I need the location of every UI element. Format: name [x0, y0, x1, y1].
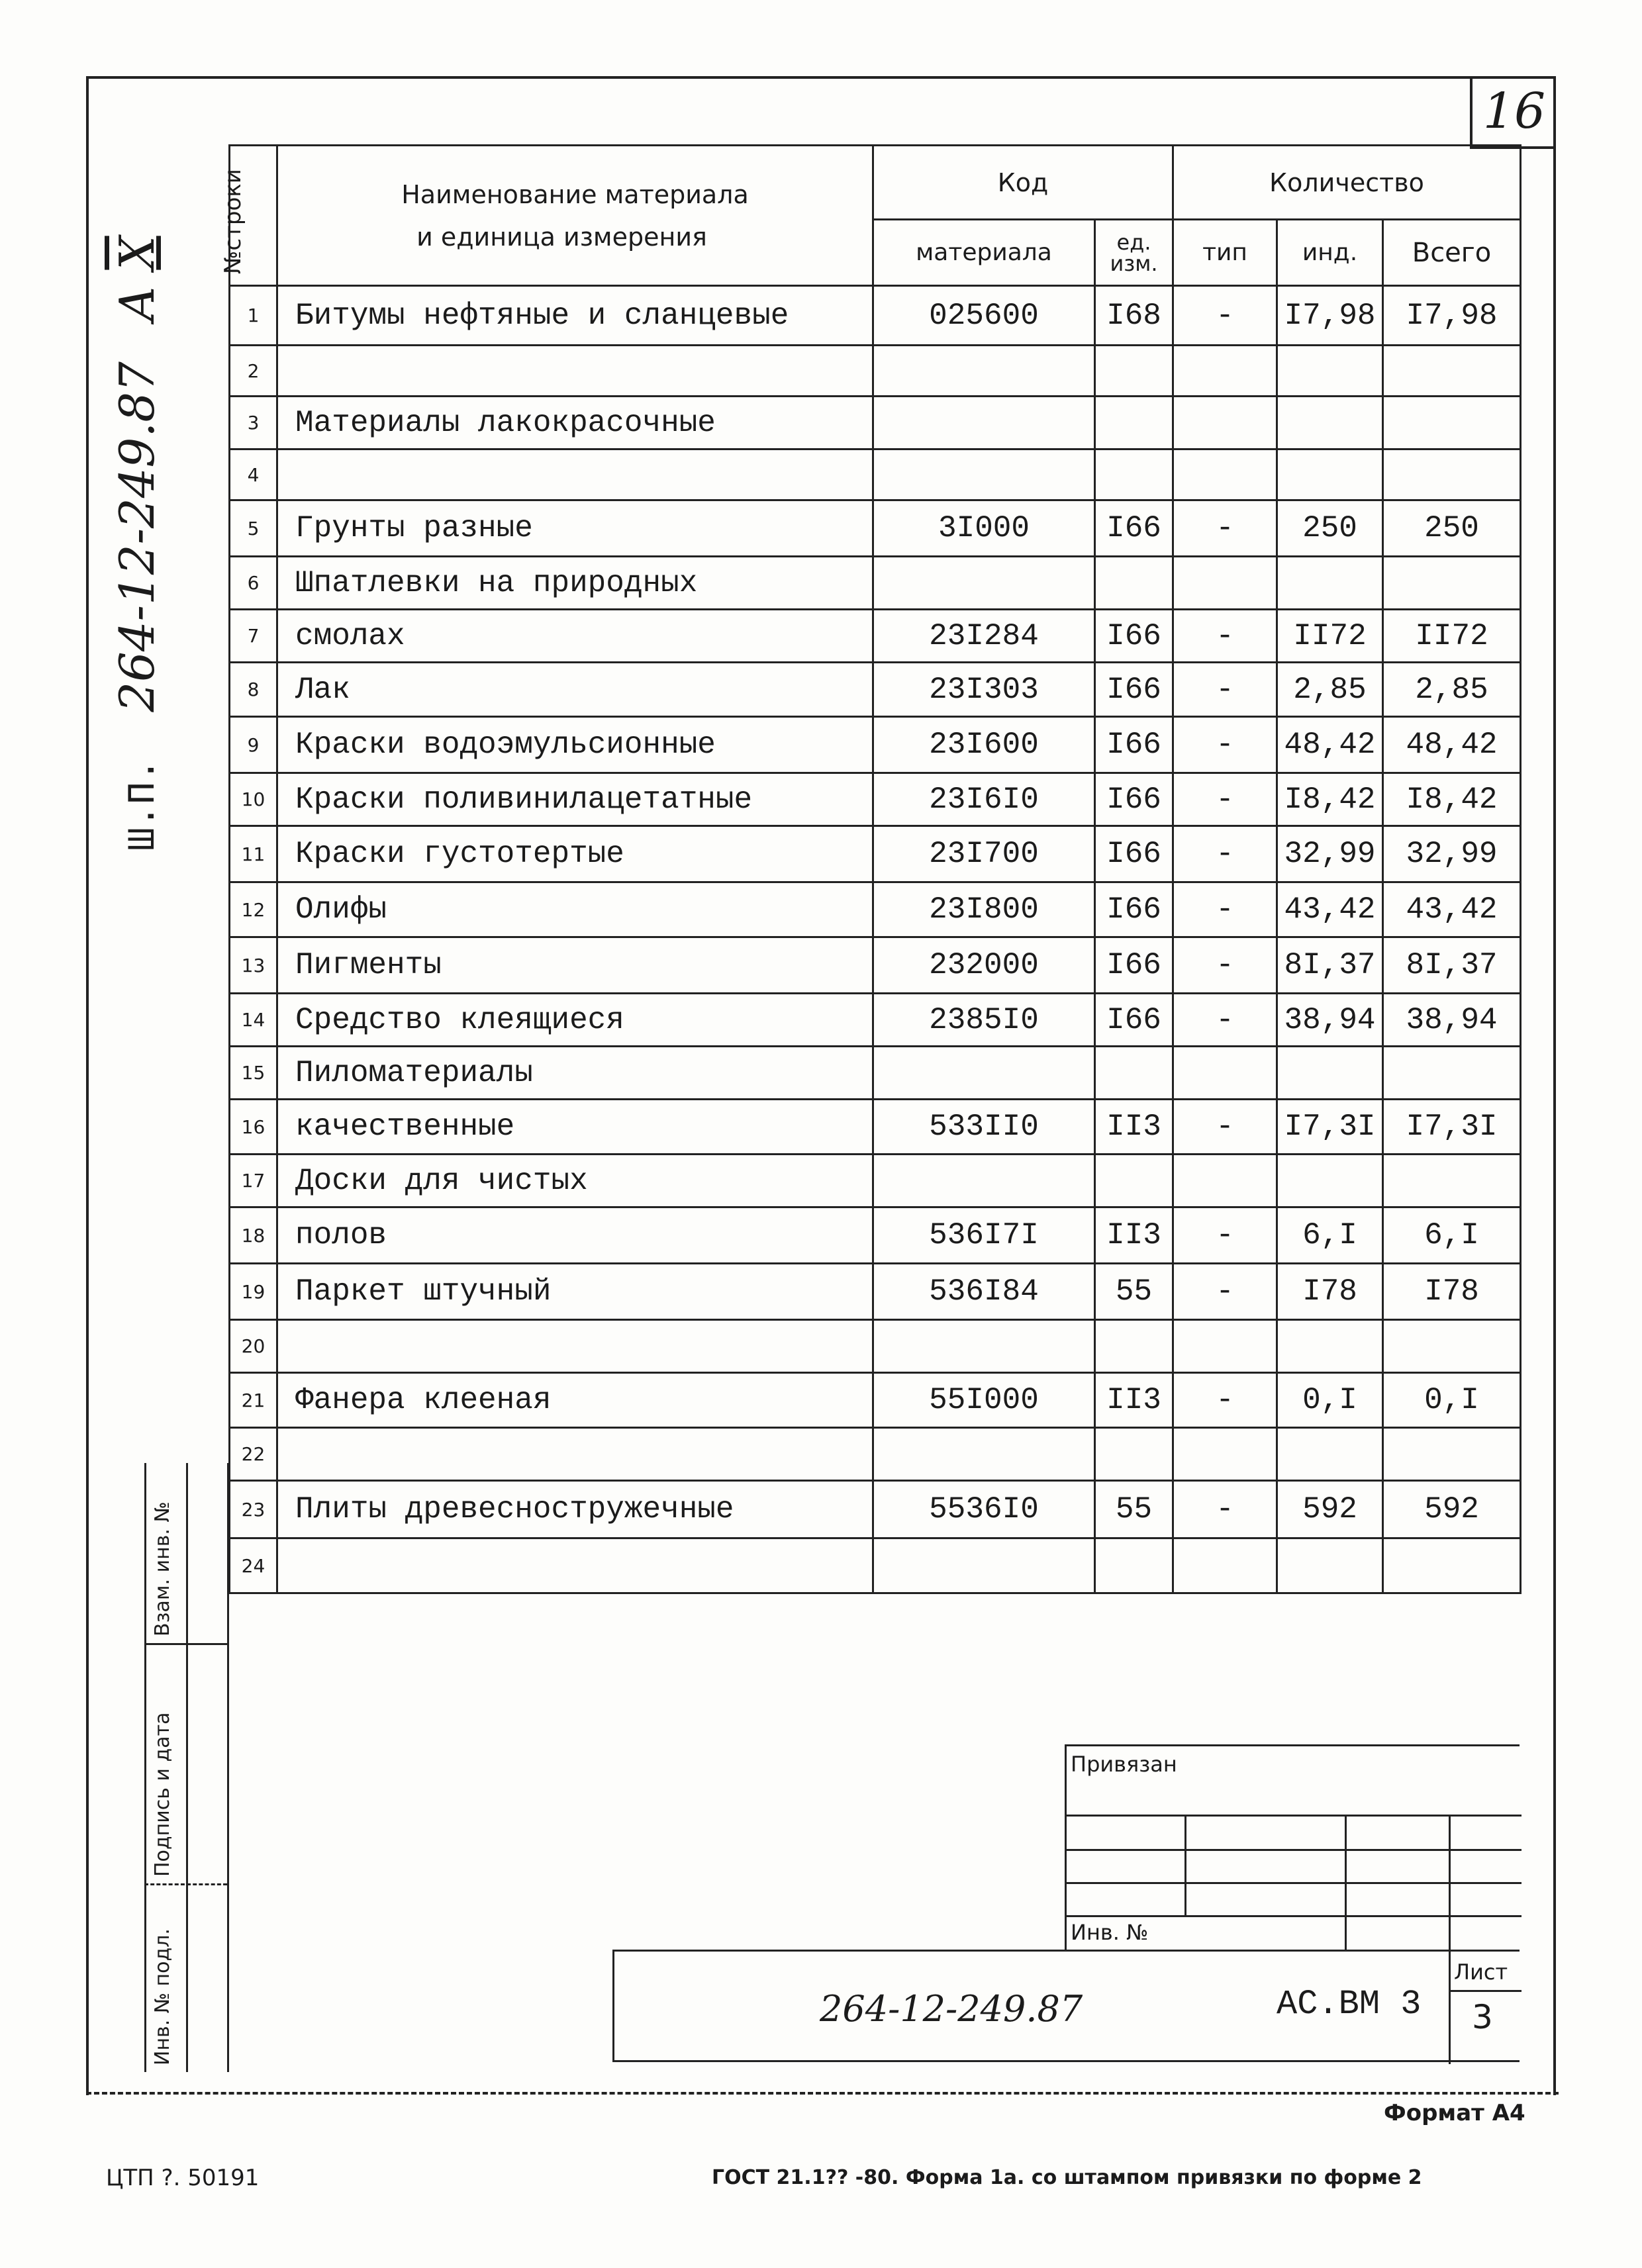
- qty-total: 6,I: [1383, 1207, 1521, 1264]
- qty-total: 2,85: [1383, 663, 1521, 717]
- table-row: [230, 1264, 1521, 1320]
- qty-total: [1383, 1428, 1521, 1481]
- material-code: 536I84: [873, 1264, 1095, 1320]
- material-name: [277, 346, 873, 397]
- side-prefix: Ш.П.: [122, 758, 166, 851]
- qty-ind: 592: [1277, 1481, 1383, 1538]
- qty-ind: 48,42: [1277, 717, 1383, 773]
- table-row: [230, 500, 1521, 557]
- row-number: 1: [230, 286, 277, 346]
- side-code: 264-12-249.87: [109, 361, 165, 712]
- qty-type: -: [1173, 1481, 1277, 1538]
- frame-bottom-line: [86, 2092, 1559, 2095]
- table-row: [230, 449, 1521, 500]
- material-name: Битумы нефтяные и сланцевые: [277, 286, 873, 346]
- table-row: [230, 937, 1521, 994]
- material-code: [873, 397, 1095, 449]
- table-row: [230, 1047, 1521, 1100]
- row-number: 16: [230, 1100, 277, 1155]
- material-name: Доски для чистых: [277, 1155, 873, 1207]
- header-qty-type: тип: [1173, 220, 1277, 286]
- title-doc-code: 264-12-249.87: [820, 1988, 1083, 2030]
- header-code: Код: [873, 146, 1173, 220]
- row-number: 23: [230, 1481, 277, 1538]
- material-code: [873, 449, 1095, 500]
- table-row: [230, 826, 1521, 882]
- title-sheet-value: 3: [1472, 1998, 1493, 2036]
- qty-type: -: [1173, 1264, 1277, 1320]
- material-code: [873, 1320, 1095, 1373]
- qty-ind: II72: [1277, 610, 1383, 663]
- qty-type: -: [1173, 773, 1277, 826]
- qty-type: [1173, 1320, 1277, 1373]
- qty-total: [1383, 1320, 1521, 1373]
- qty-ind: 0,I: [1277, 1373, 1383, 1428]
- row-number: 14: [230, 994, 277, 1047]
- material-name: [277, 1428, 873, 1481]
- qty-ind: [1277, 1538, 1383, 1593]
- unit-code: I66: [1095, 773, 1173, 826]
- qty-type: -: [1173, 500, 1277, 557]
- unit-code: I68: [1095, 286, 1173, 346]
- unit-code: [1095, 1428, 1173, 1481]
- unit-code: II3: [1095, 1100, 1173, 1155]
- table-row: [230, 1373, 1521, 1428]
- qty-type: -: [1173, 994, 1277, 1047]
- material-name: [277, 1320, 873, 1373]
- unit-code: [1095, 1538, 1173, 1593]
- side-roman: Х: [109, 236, 165, 270]
- qty-type: -: [1173, 937, 1277, 994]
- unit-code: I66: [1095, 826, 1173, 882]
- table-row: [230, 994, 1521, 1047]
- qty-ind: I78: [1277, 1264, 1383, 1320]
- material-name: Плиты древесностружечные: [277, 1481, 873, 1538]
- header-qty-ind: инд.: [1277, 220, 1383, 286]
- material-code: [873, 557, 1095, 610]
- qty-ind: 43,42: [1277, 882, 1383, 937]
- qty-type: -: [1173, 286, 1277, 346]
- qty-total: [1383, 1538, 1521, 1593]
- material-name: Краски густотертые: [277, 826, 873, 882]
- material-code: [873, 1538, 1095, 1593]
- qty-total: [1383, 449, 1521, 500]
- material-name: Материалы лакокрасочные: [277, 397, 873, 449]
- row-number: 18: [230, 1207, 277, 1264]
- row-number: 11: [230, 826, 277, 882]
- unit-code: 55: [1095, 1481, 1173, 1538]
- unit-code: [1095, 1155, 1173, 1207]
- header-row-number: №строки: [230, 146, 277, 286]
- material-name: качественные: [277, 1100, 873, 1155]
- material-name: Краски водоэмульсионные: [277, 717, 873, 773]
- material-name: [277, 1538, 873, 1593]
- material-name: Грунты разные: [277, 500, 873, 557]
- qty-ind: 250: [1277, 500, 1383, 557]
- row-number: 15: [230, 1047, 277, 1100]
- material-code: [873, 1047, 1095, 1100]
- qty-total: 38,94: [1383, 994, 1521, 1047]
- table-row: [230, 1155, 1521, 1207]
- qty-total: II72: [1383, 610, 1521, 663]
- material-code: 55I000: [873, 1373, 1095, 1428]
- row-number: 12: [230, 882, 277, 937]
- material-code: 5536I0: [873, 1481, 1095, 1538]
- qty-type: -: [1173, 610, 1277, 663]
- material-code: 2385I0: [873, 994, 1095, 1047]
- qty-type: -: [1173, 663, 1277, 717]
- qty-total: 592: [1383, 1481, 1521, 1538]
- material-name: Лак: [277, 663, 873, 717]
- table-row: [230, 346, 1521, 397]
- unit-code: [1095, 1047, 1173, 1100]
- qty-ind: [1277, 449, 1383, 500]
- unit-code: [1095, 449, 1173, 500]
- qty-type: [1173, 1428, 1277, 1481]
- table-body: [230, 286, 1521, 1593]
- qty-type: -: [1173, 882, 1277, 937]
- footer-format: Формат А4: [1384, 2100, 1525, 2126]
- unit-code: I66: [1095, 717, 1173, 773]
- unit-code: I66: [1095, 663, 1173, 717]
- material-name: смолах: [277, 610, 873, 663]
- material-name: [277, 449, 873, 500]
- unit-code: I66: [1095, 994, 1173, 1047]
- table-row: [230, 1207, 1521, 1264]
- qty-total: [1383, 346, 1521, 397]
- qty-ind: [1277, 1155, 1383, 1207]
- qty-total: 32,99: [1383, 826, 1521, 882]
- material-code: 23I6I0: [873, 773, 1095, 826]
- qty-total: [1383, 557, 1521, 610]
- material-code: 23I303: [873, 663, 1095, 717]
- qty-type: [1173, 557, 1277, 610]
- qty-type: [1173, 1538, 1277, 1593]
- title-block: [612, 1950, 1520, 2062]
- title-sheet-label: Лист: [1454, 1960, 1508, 1985]
- row-number: 21: [230, 1373, 277, 1428]
- qty-total: I7,98: [1383, 286, 1521, 346]
- header-code-material: материала: [873, 220, 1095, 286]
- header-quantity: Количество: [1173, 146, 1521, 220]
- row-number: 8: [230, 663, 277, 717]
- table-row: [230, 397, 1521, 449]
- qty-type: -: [1173, 826, 1277, 882]
- qty-type: [1173, 397, 1277, 449]
- qty-type: -: [1173, 1100, 1277, 1155]
- qty-total: I78: [1383, 1264, 1521, 1320]
- unit-code: I66: [1095, 610, 1173, 663]
- row-number: 19: [230, 1264, 277, 1320]
- margin-inv-podl: Инв. № подл.: [151, 1928, 174, 2065]
- qty-total: [1383, 397, 1521, 449]
- material-name: Фанера клееная: [277, 1373, 873, 1428]
- binding-stamp: [1065, 1744, 1520, 1950]
- sheet-corner-number: 16: [1470, 76, 1556, 149]
- table-row: [230, 610, 1521, 663]
- qty-ind: [1277, 346, 1383, 397]
- material-code: 3I000: [873, 500, 1095, 557]
- qty-ind: 6,I: [1277, 1207, 1383, 1264]
- unit-code: [1095, 557, 1173, 610]
- margin-vzam-inv: Взам. инв. №: [151, 1501, 174, 1636]
- qty-ind: 38,94: [1277, 994, 1383, 1047]
- row-number: 13: [230, 937, 277, 994]
- material-name: полов: [277, 1207, 873, 1264]
- qty-ind: I8,42: [1277, 773, 1383, 826]
- unit-code: II3: [1095, 1373, 1173, 1428]
- row-number: 2: [230, 346, 277, 397]
- material-code: 232000: [873, 937, 1095, 994]
- material-code: 536I7I: [873, 1207, 1095, 1264]
- material-name: Краски поливинилацетатные: [277, 773, 873, 826]
- stamp-privyazan: Привязан: [1071, 1752, 1177, 1777]
- side-document-code: [109, 236, 166, 851]
- row-number: 22: [230, 1428, 277, 1481]
- material-name: Шпатлевки на природных: [277, 557, 873, 610]
- unit-code: [1095, 346, 1173, 397]
- table-row: [230, 882, 1521, 937]
- table-row: [230, 557, 1521, 610]
- qty-ind: 32,99: [1277, 826, 1383, 882]
- qty-ind: I7,3I: [1277, 1100, 1383, 1155]
- material-code: 533II0: [873, 1100, 1095, 1155]
- table-row: [230, 773, 1521, 826]
- material-code: [873, 1155, 1095, 1207]
- qty-ind: [1277, 557, 1383, 610]
- table-row: [230, 663, 1521, 717]
- qty-ind: [1277, 1428, 1383, 1481]
- row-number: 20: [230, 1320, 277, 1373]
- row-number: 6: [230, 557, 277, 610]
- qty-type: [1173, 1155, 1277, 1207]
- qty-ind: [1277, 1047, 1383, 1100]
- material-code: 23I284: [873, 610, 1095, 663]
- table-row: [230, 1320, 1521, 1373]
- unit-code: II3: [1095, 1207, 1173, 1264]
- row-number: 7: [230, 610, 277, 663]
- table-row: [230, 1428, 1521, 1481]
- unit-code: 55: [1095, 1264, 1173, 1320]
- footer-left-code: ЦТП ?. 50191: [106, 2165, 260, 2191]
- row-number: 10: [230, 773, 277, 826]
- qty-total: [1383, 1047, 1521, 1100]
- unit-code: I66: [1095, 937, 1173, 994]
- qty-ind: I7,98: [1277, 286, 1383, 346]
- material-name: Олифы: [277, 882, 873, 937]
- left-margin-boxes: [144, 1463, 229, 2072]
- qty-type: -: [1173, 1373, 1277, 1428]
- material-code: [873, 1428, 1095, 1481]
- table-row: [230, 286, 1521, 346]
- row-number: 17: [230, 1155, 277, 1207]
- unit-code: I66: [1095, 882, 1173, 937]
- material-name: Пигменты: [277, 937, 873, 994]
- qty-total: [1383, 1155, 1521, 1207]
- qty-ind: 2,85: [1277, 663, 1383, 717]
- margin-podpis-data: Подпись и дата: [151, 1712, 174, 1877]
- row-number: 9: [230, 717, 277, 773]
- unit-code: [1095, 397, 1173, 449]
- qty-total: 43,42: [1383, 882, 1521, 937]
- row-number: 5: [230, 500, 277, 557]
- qty-type: [1173, 346, 1277, 397]
- material-name: Средство клеящиеся: [277, 994, 873, 1047]
- stamp-inv-no: Инв. №: [1071, 1920, 1149, 1945]
- unit-code: [1095, 1320, 1173, 1373]
- row-number: 3: [230, 397, 277, 449]
- header-code-unit: ед. изм.: [1095, 220, 1173, 286]
- table-row: [230, 1538, 1521, 1593]
- qty-type: -: [1173, 717, 1277, 773]
- qty-total: 0,I: [1383, 1373, 1521, 1428]
- material-code: 23I600: [873, 717, 1095, 773]
- qty-ind: 8I,37: [1277, 937, 1383, 994]
- row-number: 4: [230, 449, 277, 500]
- title-mark: АС.ВМ 3: [1277, 1985, 1422, 2024]
- qty-total: I8,42: [1383, 773, 1521, 826]
- material-code: 23I700: [873, 826, 1095, 882]
- row-number: 24: [230, 1538, 277, 1593]
- qty-total: I7,3I: [1383, 1100, 1521, 1155]
- qty-type: -: [1173, 1207, 1277, 1264]
- material-name: Пиломатериалы: [277, 1047, 873, 1100]
- qty-ind: [1277, 1320, 1383, 1373]
- material-name: Паркет штучный: [277, 1264, 873, 1320]
- table-row: [230, 1100, 1521, 1155]
- material-code: [873, 346, 1095, 397]
- header-name: Наименование материала и единица измерения: [277, 146, 873, 286]
- qty-total: 250: [1383, 500, 1521, 557]
- qty-total: 8I,37: [1383, 937, 1521, 994]
- footer-gost: ГОСТ 21.1?? -80. Форма 1а. со штампом привязки по форме 2: [712, 2166, 1422, 2189]
- table-row: [230, 1481, 1521, 1538]
- qty-type: [1173, 449, 1277, 500]
- header-qty-total: Всего: [1383, 220, 1521, 286]
- table-row: [230, 717, 1521, 773]
- side-series: А: [109, 285, 165, 322]
- unit-code: I66: [1095, 500, 1173, 557]
- qty-total: 48,42: [1383, 717, 1521, 773]
- material-code: 025600: [873, 286, 1095, 346]
- materials-table: [220, 144, 1521, 1594]
- qty-type: [1173, 1047, 1277, 1100]
- qty-ind: [1277, 397, 1383, 449]
- material-code: 23I800: [873, 882, 1095, 937]
